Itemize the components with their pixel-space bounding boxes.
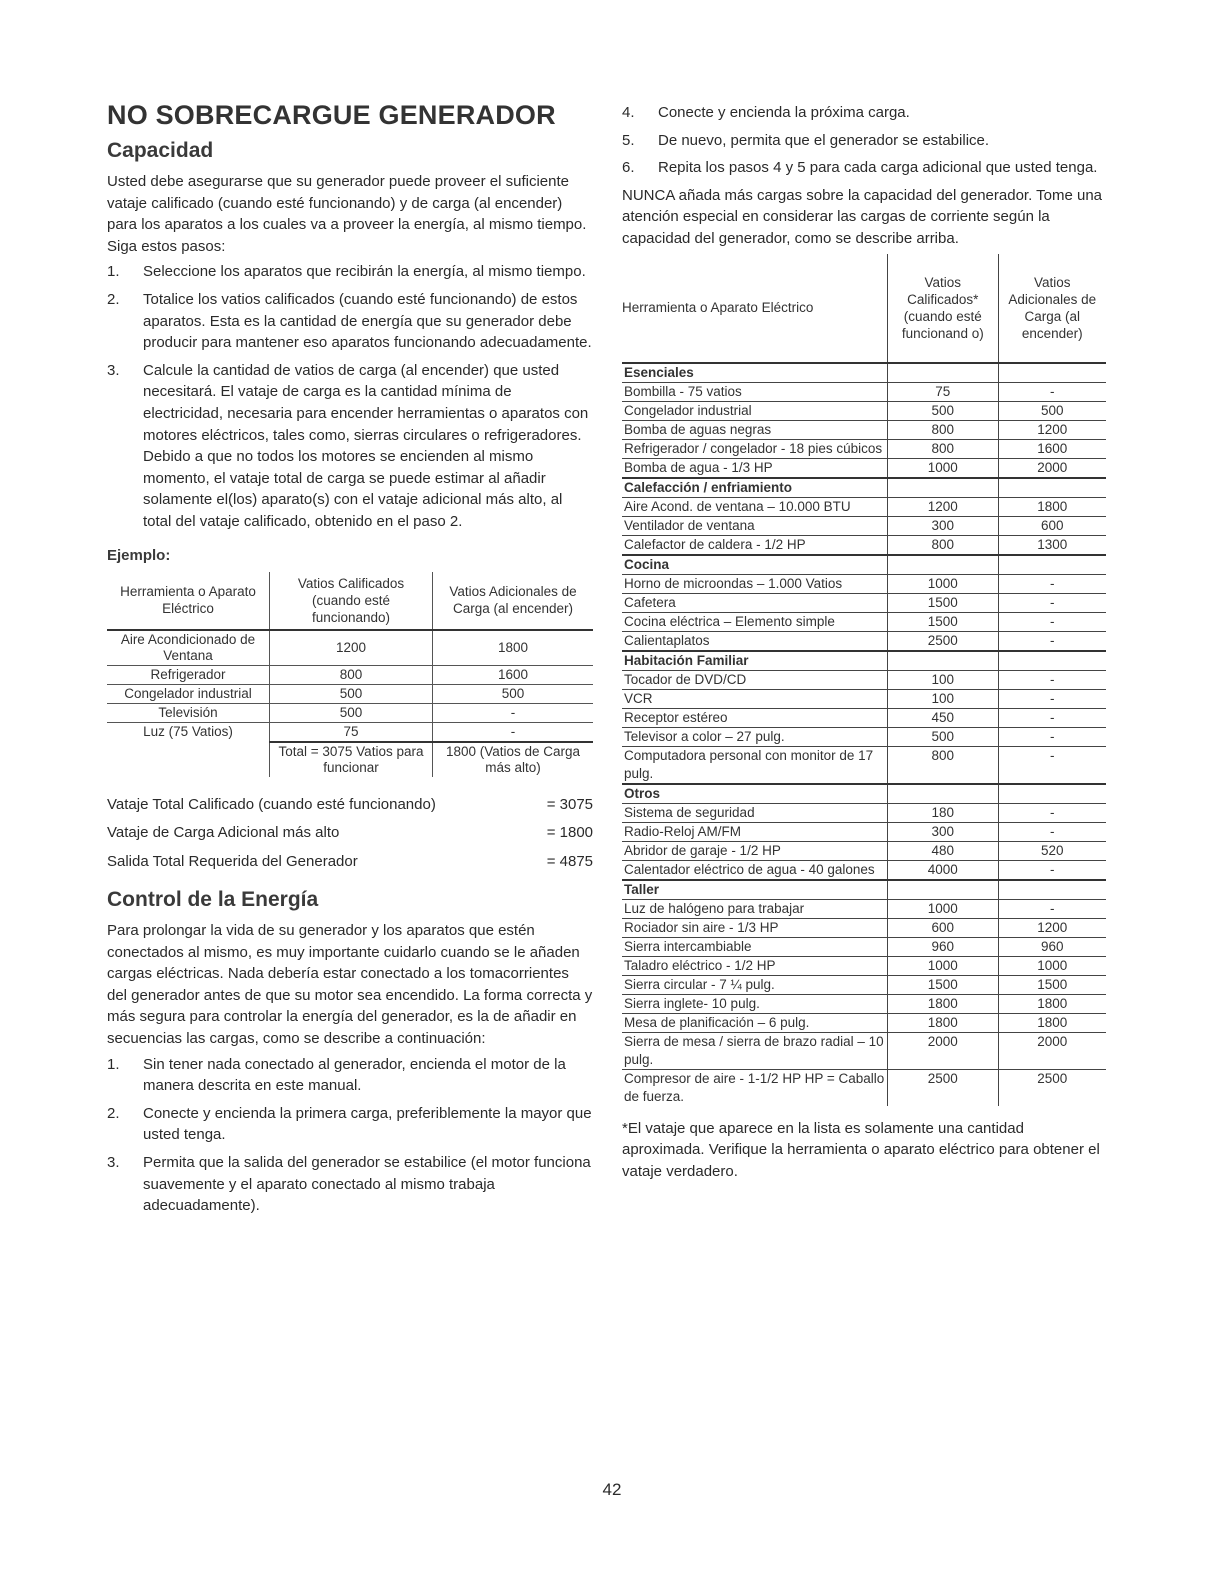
- example-cell-tool: Luz (75 Vatios): [107, 722, 270, 742]
- tools-cell-running: 500: [888, 401, 998, 420]
- tools-cell-running: 4000: [888, 860, 998, 880]
- tools-cell-tool: Esenciales: [622, 363, 888, 383]
- example-table: [107, 572, 593, 777]
- tools-cell-starting: -: [998, 670, 1106, 689]
- tools-cell-tool: Habitación Familiar: [622, 651, 888, 671]
- tools-cell-tool: VCR: [622, 689, 888, 708]
- table-row: [622, 956, 1106, 975]
- tools-cell-running: 1500: [888, 612, 998, 631]
- example-cell-starting: 500: [433, 684, 594, 703]
- control-step: [107, 1103, 593, 1146]
- example-label: Ejemplo:: [107, 546, 171, 564]
- tools-cell-running: 1200: [888, 497, 998, 516]
- wattage-table: [622, 254, 1106, 1106]
- category-row: [622, 363, 1106, 383]
- summary-row: [107, 819, 593, 848]
- table-row: [622, 382, 1106, 401]
- tools-cell-tool: Rociador sin aire - 1/3 HP: [622, 918, 888, 937]
- table-row: [107, 703, 593, 722]
- tools-cell-starting: 1200: [998, 420, 1106, 439]
- tools-cell-starting: 1800: [998, 497, 1106, 516]
- step-number: 6.: [622, 159, 635, 177]
- tools-cell-tool: Abridor de garaje - 1/2 HP: [622, 841, 888, 860]
- capacidad-step: [107, 360, 593, 533]
- tools-cell-running: 1000: [888, 956, 998, 975]
- example-cell-running: 800: [270, 665, 433, 684]
- tools-cell-running: 800: [888, 746, 998, 784]
- capacidad-step: [107, 261, 593, 283]
- tools-cell-tool: Taller: [622, 880, 888, 900]
- step-number: 5.: [622, 131, 635, 149]
- tools-cell-starting: -: [998, 689, 1106, 708]
- tools-cell-starting: 1600: [998, 439, 1106, 458]
- tools-cell-running: 480: [888, 841, 998, 860]
- summary: [107, 791, 593, 877]
- example-total-starting: 1800 (Vatios de Carga más alto): [433, 742, 594, 777]
- step-text: Seleccione los aparatos que recibirán la energía, al mismo tiempo.: [143, 263, 586, 281]
- tools-cell-running: 1500: [888, 975, 998, 994]
- step-number: 4.: [622, 104, 635, 121]
- tools-cell-starting: 1200: [998, 918, 1106, 937]
- category-row: [622, 880, 1106, 900]
- tools-cell-tool: Congelador industrial: [622, 401, 888, 420]
- page-number: 42: [602, 1480, 622, 1499]
- example-cell-starting: 1800: [433, 630, 594, 666]
- tools-cell-tool: Calientaplatos: [622, 631, 888, 651]
- control-step: [622, 130, 1108, 152]
- table-row: [622, 937, 1106, 956]
- tools-cell-starting: [998, 555, 1106, 575]
- summary-row: [107, 848, 593, 877]
- example-header-starting: Vatios Adicionales de Carga (al encender): [449, 584, 577, 616]
- step-number: 2.: [107, 1104, 120, 1122]
- step-text: Conecte y encienda la próxima carga.: [658, 104, 910, 121]
- category-row: [622, 478, 1106, 498]
- tools-cell-running: 1500: [888, 593, 998, 612]
- tools-cell-starting: -: [998, 727, 1106, 746]
- tools-cell-starting: 960: [998, 937, 1106, 956]
- tools-cell-tool: Aire Acond. de ventana – 10.000 BTU: [622, 497, 888, 516]
- example-cell-tool: Televisión: [107, 703, 270, 722]
- tools-cell-tool: Calefacción / enfriamiento: [622, 478, 888, 498]
- summary-row: [107, 791, 593, 820]
- tools-cell-tool: Sierra de mesa / sierra de brazo radial – 10 pulg.: [622, 1032, 888, 1069]
- control-step: [622, 102, 1108, 124]
- table-row: [622, 439, 1106, 458]
- tools-cell-running: 1000: [888, 458, 998, 478]
- capacidad-heading: Capacidad: [107, 139, 214, 162]
- table-row: [622, 803, 1106, 822]
- table-row: [622, 1013, 1106, 1032]
- control-step: [107, 1054, 593, 1097]
- tools-header-tool: Herramienta o Aparato Eléctrico: [622, 254, 888, 363]
- tools-cell-running: [888, 363, 998, 383]
- tools-cell-running: 800: [888, 420, 998, 439]
- table-row: [622, 612, 1106, 631]
- step-number: 2.: [107, 290, 120, 308]
- tools-cell-tool: Calentador eléctrico de agua - 40 galones: [622, 860, 888, 880]
- table-row-total: [107, 742, 593, 777]
- tools-cell-running: 500: [888, 727, 998, 746]
- tools-cell-starting: 2000: [998, 458, 1106, 478]
- step-number: 3.: [107, 361, 120, 379]
- table-row: [622, 746, 1106, 784]
- tools-cell-starting: -: [998, 746, 1106, 784]
- table-row: [107, 722, 593, 742]
- tools-cell-starting: 1800: [998, 1013, 1106, 1032]
- tools-cell-starting: -: [998, 574, 1106, 593]
- tools-cell-starting: [998, 880, 1106, 900]
- table-row: [622, 822, 1106, 841]
- tools-cell-starting: -: [998, 899, 1106, 918]
- table-row: [622, 994, 1106, 1013]
- tools-cell-tool: Cocina: [622, 555, 888, 575]
- table-row: [107, 684, 593, 703]
- tools-cell-running: 800: [888, 439, 998, 458]
- tools-cell-tool: Horno de microondas – 1.000 Vatios: [622, 574, 888, 593]
- tools-cell-tool: Refrigerador / congelador - 18 pies cúbicos: [622, 439, 888, 458]
- tools-cell-starting: 1000: [998, 956, 1106, 975]
- warning-text: NUNCA añada más cargas sobre la capacidad del generador. Tome una atención especial en considerar las cargas de corriente según la capacidad del generador, como se describe arriba.: [622, 186, 1103, 247]
- example-cell-tool: Congelador industrial: [107, 684, 270, 703]
- tools-cell-tool: Bombilla - 75 vatios: [622, 382, 888, 401]
- table-row: [107, 665, 593, 684]
- tools-cell-tool: Mesa de planificación – 6 pulg.: [622, 1013, 888, 1032]
- page-title: NO SOBRECARGUE GENERADOR: [107, 100, 556, 130]
- example-cell-tool: Refrigerador: [107, 665, 270, 684]
- tools-cell-starting: 520: [998, 841, 1106, 860]
- table-row: [622, 535, 1106, 555]
- table-row: [622, 899, 1106, 918]
- tools-cell-starting: [998, 363, 1106, 383]
- summary-label: Vataje Total Calificado (cuando esté funcionando): [107, 795, 436, 813]
- right-column: [622, 102, 1108, 1186]
- tools-cell-tool: Compresor de aire - 1-1/2 HP HP = Caballo de fuerza.: [622, 1069, 888, 1106]
- summary-value: = 1800: [546, 824, 593, 841]
- tools-cell-tool: Sierra inglete- 10 pulg.: [622, 994, 888, 1013]
- tools-cell-starting: -: [998, 612, 1106, 631]
- tools-cell-tool: Sistema de seguridad: [622, 803, 888, 822]
- tools-cell-starting: -: [998, 382, 1106, 401]
- example-header-running: Vatios Calificados (cuando esté funcionando): [270, 572, 433, 630]
- table-row: [622, 841, 1106, 860]
- tools-cell-running: 100: [888, 689, 998, 708]
- table-row: [622, 458, 1106, 478]
- table-row: [622, 1032, 1106, 1069]
- footnote: *El vataje que aparece en la lista es solamente una cantidad aproximada. Verifique la herramienta o aparato eléctrico para obtener el vataje verdadero.: [622, 1119, 1100, 1180]
- table-row: [622, 401, 1106, 420]
- wattage-table-body: [622, 363, 1106, 1106]
- tools-cell-starting: -: [998, 631, 1106, 651]
- tools-cell-running: 2500: [888, 1069, 998, 1106]
- tools-cell-running: 300: [888, 516, 998, 535]
- example-cell-running: 500: [270, 684, 433, 703]
- table-row: [622, 631, 1106, 651]
- tools-cell-starting: 1300: [998, 535, 1106, 555]
- step-text: Sin tener nada conectado al generador, encienda el motor de la manera descrita en este manual.: [143, 1055, 566, 1095]
- table-row: [622, 918, 1106, 937]
- step-text: De nuevo, permita que el generador se estabilice.: [658, 131, 990, 149]
- tools-cell-tool: Luz de halógeno para trabajar: [622, 899, 888, 918]
- control-step: [622, 157, 1108, 179]
- example-header-tool: Herramienta o Aparato Eléctrico: [120, 584, 256, 616]
- summary-label: Vataje de Carga Adicional más alto: [107, 824, 340, 841]
- table-row: [622, 516, 1106, 535]
- tools-cell-running: [888, 784, 998, 804]
- tools-cell-starting: [998, 478, 1106, 498]
- table-row: [622, 689, 1106, 708]
- example-cell-tool: [107, 742, 270, 777]
- summary-value: = 3075: [546, 795, 593, 813]
- tools-cell-starting: -: [998, 803, 1106, 822]
- tools-cell-running: [888, 555, 998, 575]
- tools-cell-running: 180: [888, 803, 998, 822]
- tools-cell-tool: Otros: [622, 784, 888, 804]
- capacidad-steps: [107, 261, 593, 532]
- tools-cell-running: 450: [888, 708, 998, 727]
- step-text: Repita los pasos 4 y 5 para cada carga adicional que usted tenga.: [658, 159, 1098, 177]
- tools-cell-tool: Sierra circular - 7 ¼ pulg.: [622, 975, 888, 994]
- tools-cell-tool: Sierra intercambiable: [622, 937, 888, 956]
- table-row: [622, 593, 1106, 612]
- control-heading: Control de la Energía: [107, 888, 319, 911]
- table-row: [622, 708, 1106, 727]
- tools-cell-tool: Cocina eléctrica – Elemento simple: [622, 612, 888, 631]
- tools-cell-running: [888, 651, 998, 671]
- tools-cell-running: 1000: [888, 899, 998, 918]
- tools-cell-tool: Televisor a color – 27 pulg.: [622, 727, 888, 746]
- category-row: [622, 555, 1106, 575]
- tools-header-running: Vatios Calificados* (cuando esté funcionand o): [888, 254, 998, 363]
- table-row: [622, 727, 1106, 746]
- table-row: [107, 630, 593, 666]
- tools-cell-starting: -: [998, 822, 1106, 841]
- tools-cell-running: 2000: [888, 1032, 998, 1069]
- tools-cell-starting: 1800: [998, 994, 1106, 1013]
- step-text: Calcule la cantidad de vatios de carga (al encender) que usted necesitará. El vataje de carga es la cantidad mínima de electricidad, necesaria para encender herramientas o aparatos con motores eléctricos, tales como, sierras circulares o refrigeradores. Debido a que no todos los motores se encienden al mismo momento, el vataje total de carga se puede estimar al añadir solamente el(los) aparato(s) con el vataje adicional más alto, al total del vataje calificado, obtenido en el paso 2.: [143, 361, 589, 530]
- tools-cell-running: 800: [888, 535, 998, 555]
- tools-cell-starting: 1500: [998, 975, 1106, 994]
- table-row: [622, 1069, 1106, 1106]
- tools-cell-tool: Calefactor de caldera - 1/2 HP: [622, 535, 888, 555]
- left-column: [107, 100, 593, 1223]
- example-cell-starting: -: [433, 703, 594, 722]
- example-total-running: Total = 3075 Vatios para funcionar: [270, 742, 433, 777]
- tools-cell-starting: -: [998, 593, 1106, 612]
- capacidad-intro: Usted debe asegurarse que su generador puede proveer el suficiente vataje calificado (cuando esté funcionando) y de carga (al encender) para los aparatos a los cuales va a proveer la energía, al mismo tiempo. Siga estos pasos:: [107, 173, 587, 255]
- control-step: [107, 1152, 593, 1217]
- tools-cell-tool: Radio-Reloj AM/FM: [622, 822, 888, 841]
- tools-cell-running: 2500: [888, 631, 998, 651]
- table-row: [622, 975, 1106, 994]
- step-text: Conecte y encienda la primera carga, preferiblemente la mayor que usted tenga.: [143, 1104, 592, 1144]
- tools-cell-tool: Taladro eléctrico - 1/2 HP: [622, 956, 888, 975]
- tools-cell-running: 600: [888, 918, 998, 937]
- tools-cell-starting: [998, 651, 1106, 671]
- tools-cell-tool: Ventilador de ventana: [622, 516, 888, 535]
- example-cell-running: 75: [270, 722, 433, 742]
- example-cell-starting: 1600: [433, 665, 594, 684]
- tools-cell-starting: 500: [998, 401, 1106, 420]
- tools-cell-running: 100: [888, 670, 998, 689]
- control-steps: [107, 1054, 593, 1217]
- tools-cell-tool: Cafetera: [622, 593, 888, 612]
- tools-cell-starting: 600: [998, 516, 1106, 535]
- tools-cell-running: 1800: [888, 1013, 998, 1032]
- step-number: 3.: [107, 1153, 120, 1171]
- control-steps-continued: [622, 102, 1108, 179]
- tools-cell-running: 1000: [888, 574, 998, 593]
- tools-cell-starting: 2000: [998, 1032, 1106, 1069]
- tools-cell-running: 960: [888, 937, 998, 956]
- step-text: Totalice los vatios calificados (cuando esté funcionando) de estos aparatos. Esta es la cantidad de energía que su generador debe producir para mantener eso aparatos funcionando adecuadamente.: [143, 290, 592, 352]
- summary-label: Salida Total Requerida del Generador: [107, 852, 358, 870]
- tools-cell-tool: Bomba de aguas negras: [622, 420, 888, 439]
- category-row: [622, 784, 1106, 804]
- example-cell-running: 500: [270, 703, 433, 722]
- tools-cell-running: 1800: [888, 994, 998, 1013]
- capacidad-step: [107, 289, 593, 354]
- control-intro: Para prolongar la vida de su generador y los aparatos que estén conectados al mismo, es muy importante cuidarlo cuando se le añaden cargas eléctricas. Nada debería estar conectado a los tomacorrientes del generador antes de que su motor sea encendido. La forma correcta y más segura para controlar la energía del generador, es la de añadir en secuencias las cargas, como se describe a continuación:: [107, 922, 593, 1047]
- tools-cell-running: 75: [888, 382, 998, 401]
- tools-cell-starting: [998, 784, 1106, 804]
- tools-cell-running: 300: [888, 822, 998, 841]
- example-cell-tool: Aire Acondicionado de Ventana: [107, 630, 270, 666]
- table-row: [622, 860, 1106, 880]
- tools-cell-tool: Tocador de DVD/CD: [622, 670, 888, 689]
- tools-cell-starting: -: [998, 708, 1106, 727]
- tools-cell-tool: Receptor estéreo: [622, 708, 888, 727]
- step-number: 1.: [107, 263, 120, 281]
- step-number: 1.: [107, 1055, 120, 1073]
- table-row: [622, 420, 1106, 439]
- table-row: [622, 497, 1106, 516]
- tools-cell-starting: -: [998, 860, 1106, 880]
- table-row: [622, 670, 1106, 689]
- tools-cell-starting: 2500: [998, 1069, 1106, 1106]
- tools-header-starting: Vatios Adicionales de Carga (al encender): [998, 254, 1106, 363]
- tools-cell-tool: Computadora personal con monitor de 17 pulg.: [622, 746, 888, 784]
- example-cell-running: 1200: [270, 630, 433, 666]
- tools-cell-tool: Bomba de agua - 1/3 HP: [622, 458, 888, 478]
- tools-cell-running: [888, 478, 998, 498]
- category-row: [622, 651, 1106, 671]
- example-cell-starting: -: [433, 722, 594, 742]
- step-text: Permita que la salida del generador se estabilice (el motor funciona suavemente y el aparato conectado al mismo trabaja adecuadamente).: [143, 1153, 591, 1215]
- tools-cell-running: [888, 880, 998, 900]
- table-row: [622, 574, 1106, 593]
- summary-value: = 4875: [546, 852, 593, 870]
